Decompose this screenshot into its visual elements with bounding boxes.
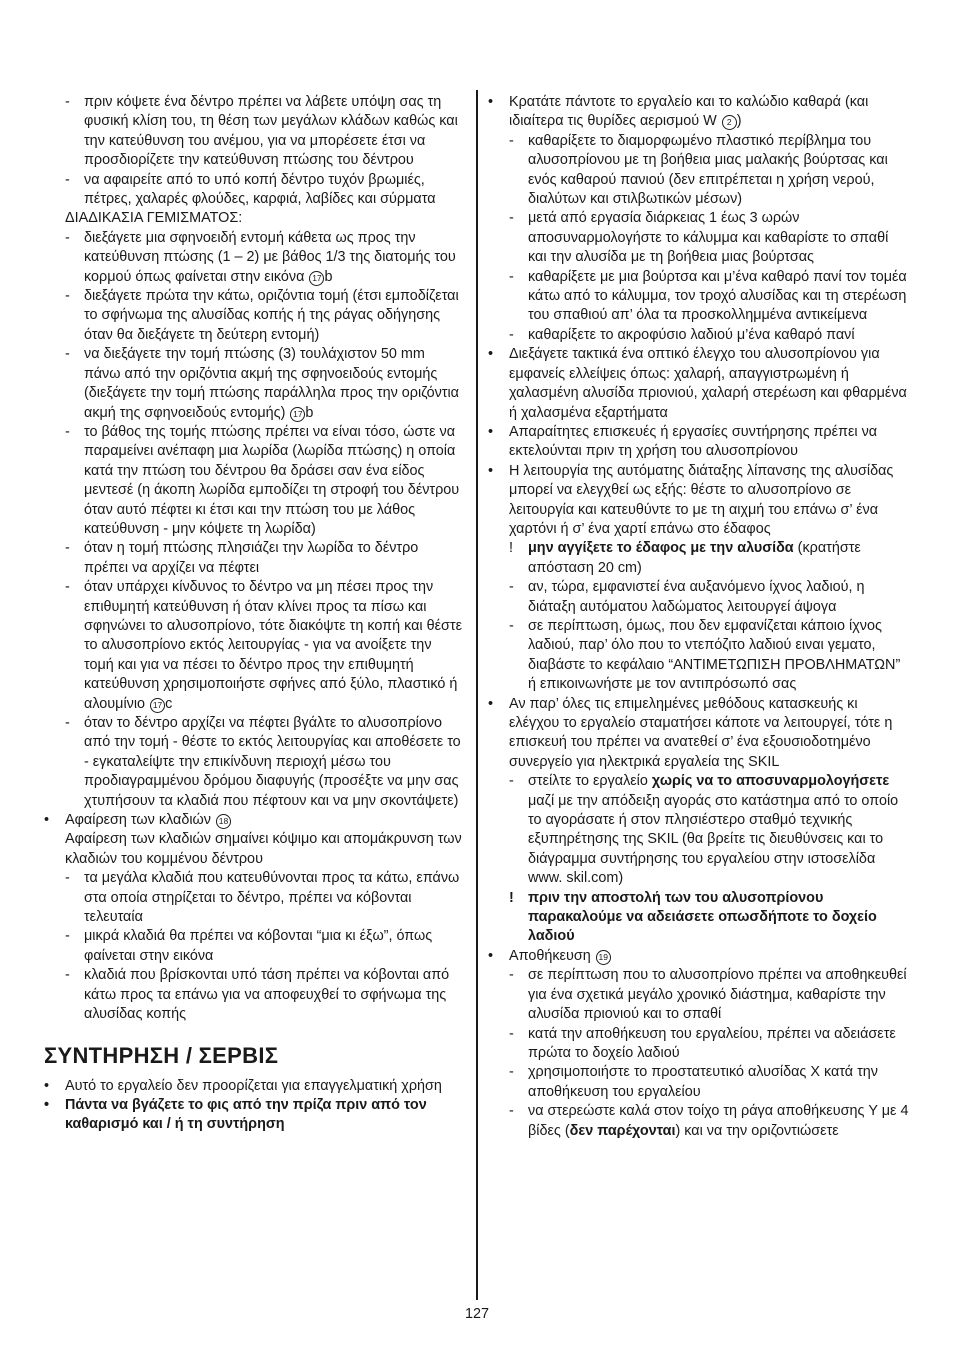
list-item-text: το βάθος της τομής πτώσης πρέπει να είναι τόσο, ώστε να παραμείνει ανέπαφη μια λωρίδα (λωρίδα πτώσης) η οποία κατά την πτώση του δέντρου θα δράσει σαν ένα είδος μεντεσέ (η άκοπη λωρίδα εμποδίζει τη στροφή του δέντρου όταν αυτό πέφτει κι έτσι και την πτώση του με λάθος κατεύθυνση - μην κόψετε τη λωρίδα) bbox=[84, 423, 460, 537]
bullet-text-bold: Πάντα να βγάζετε το φις από την πρίζα πριν από τον καθαρισμό και / ή τη συντήρηση bbox=[65, 1096, 427, 1133]
list-item-text: να διεξάγετε την τομή πτώσης (3) τουλάχιστον 50 mm πάνω από την οριζόντια ακμή της σφηνοειδούς εντομής (διεξάγετε την τομή πτώσης παράλληλα προς την οριζόντια ακμή της σφηνοειδούς εντομής) bbox=[84, 346, 459, 421]
list-item bbox=[44, 287, 464, 345]
list-item-text: μετά από εργασία διάρκειας 1 έως 3 ωρών αποσυναρμολογήστε το κάλυμμα και καθαρίστε το σπαθί και την αλυσίδα με τη βοήθεια μιας βούρτσας bbox=[528, 210, 889, 266]
dash-marker: - bbox=[65, 928, 70, 945]
dash-marker: - bbox=[509, 579, 514, 596]
figure-ref-badge: 2 bbox=[722, 115, 737, 130]
list-item bbox=[488, 326, 910, 345]
list-item bbox=[488, 132, 910, 210]
page-number: 127 bbox=[464, 1306, 489, 1322]
dash-marker: - bbox=[65, 967, 70, 984]
list-item bbox=[488, 268, 910, 326]
list-item-text: όταν το δέντρο αρχίζει να πέφτει βγάλτε το αλυσοπρίονο από την τομή - θέστε το εκτός λειτουργίας και αποθέσετε το - εγκαταλείψτε την επικίνδυνη περιοχή μέσω του προδιαγραμμένου δρόμου διαφυγής (προσέξτε να μην σας χτυπήσουν τα κλαδιά που πέφτουν και να μην σκοντάψετε) bbox=[84, 715, 461, 809]
warning-text-bold: μην αγγίξετε το έδαφος με την αλυσίδα bbox=[528, 540, 794, 557]
bullet-item-clean bbox=[488, 93, 910, 132]
figure-ref-badge: 17 bbox=[290, 407, 305, 422]
figure-ref-badge: 17 bbox=[150, 698, 165, 713]
dash-marker: - bbox=[509, 326, 514, 343]
list-item-text: να στερεώστε καλά στον τοίχο τη ράγα αποθήκευσης Y με 4 βίδες ( bbox=[528, 1103, 909, 1139]
bullet-title: Αφαίρεση των κλαδιών bbox=[65, 812, 211, 829]
dash-marker: - bbox=[65, 715, 70, 731]
procedure-title: ΔΙΑΔΙΚΑΣΙΑ ΓΕΜΙΣΜΑΤΟΣ: bbox=[65, 210, 243, 227]
figure-ref-suffix: b bbox=[324, 268, 333, 285]
bullet-marker: • bbox=[488, 346, 494, 363]
list-item bbox=[488, 1025, 910, 1064]
bullet-text: Απαραίτητες επισκευές ή εργασίες συντήρησης πρέπει να εκτελούνται πριν τη χρήση του αλυσοπρίονου bbox=[509, 423, 878, 460]
section-heading: ΣΥΝΤΗΡΗΣΗ / ΣΕΡΒΙΣ bbox=[44, 1042, 279, 1068]
list-item bbox=[44, 966, 464, 1024]
bullet-item-branches bbox=[44, 811, 464, 869]
list-item-text: σε περίπτωση που το αλυσοπρίονο πρέπει να αποθηκευθεί για ένα σχετικά μεγάλο χρονικό διάστημα, καθαρίστε την αλυσίδα πριονιού και το σπαθί bbox=[528, 967, 907, 1023]
bullet-text: Κρατάτε πάντοτε το εργαλείο και το καλώδιο καθαρά (και ιδιαίτερα τις θυρίδες αερισμού W bbox=[509, 94, 869, 130]
bullet-text: Αυτό το εργαλείο δεν προορίζεται για επαγγελματική χρήση bbox=[65, 1077, 442, 1094]
list-item-text: καθαρίξετε το ακροφύσιο λαδιού μ’ένα καθαρό πανί bbox=[528, 326, 855, 343]
list-item bbox=[44, 714, 464, 811]
bullet-marker: • bbox=[488, 423, 494, 440]
dash-marker: - bbox=[509, 773, 514, 790]
dash-marker: - bbox=[65, 288, 70, 305]
dash-marker: - bbox=[509, 617, 514, 634]
list-item bbox=[44, 927, 464, 966]
list-item-text: τα μεγάλα κλαδιά που κατευθύνονται προς τα κάτω, επάνω στα οποία στηρίζεται το δέντρο, πρέπει να κόβονται τελευταία bbox=[84, 870, 460, 926]
dash-marker: - bbox=[509, 268, 514, 285]
list-item bbox=[44, 93, 464, 171]
left-column bbox=[44, 93, 464, 1135]
dash-marker: - bbox=[509, 1064, 514, 1081]
list-item-text: όταν η τομή πτώσης πλησιάζει την λωρίδα το δέντρο πρέπει να αρχίζει να πέφτει bbox=[84, 540, 419, 576]
list-item-text: ) και να την οριζοντιώσετε bbox=[675, 1122, 839, 1139]
warning-text-bold: πριν την αποστολή των του αλυσοπρίονου παρακαλούμε να αδειάσετε οπωσδήποτε το δοχείο λαδιού bbox=[528, 889, 877, 945]
dash-marker: - bbox=[65, 171, 70, 188]
list-item bbox=[44, 345, 464, 423]
right-column bbox=[488, 93, 910, 1141]
figure-ref-suffix: b bbox=[305, 404, 314, 421]
list-item-text: μικρά κλαδιά θα πρέπει να κόβονται “μια κι έξω”, όπως φαίνεται στην εικόνα bbox=[84, 928, 433, 964]
bullet-item bbox=[44, 1077, 464, 1096]
dash-marker: - bbox=[65, 94, 70, 110]
dash-marker: - bbox=[65, 870, 70, 887]
dash-marker: - bbox=[65, 540, 70, 557]
list-item-text: χρησιμοποιήστε το προστατευτικό αλυσίδας X κατά την αποθήκευση του εργαλείου bbox=[528, 1064, 878, 1100]
list-item bbox=[488, 617, 910, 695]
list-item bbox=[44, 229, 464, 287]
bullet-text: Διεξάγετε τακτικά ένα οπτικό έλεγχο του αλυσοπρίονου για εμφανείς ελλείψεις όπως: χαλαρή, απαγγιστρωμένη ή χαλασμένη αλυσίδα πριονιού, χαλαρή στερέωση και φθαρμένα ή χαλασμένα εξαρτήματα bbox=[509, 346, 907, 421]
figure-ref-suffix: ) bbox=[736, 113, 742, 130]
bullet-item-service bbox=[488, 695, 910, 773]
column-divider bbox=[476, 90, 478, 1300]
list-item bbox=[44, 578, 464, 714]
figure-ref-suffix: c bbox=[165, 695, 173, 712]
list-item bbox=[488, 209, 910, 267]
list-item-text: σε περίπτωση, όμως, που δεν εμφανίζεται κάποιο ίχνος λαδιού, παρ’ όλο που το ντεπόζιτο λαδιού ειναι γεματο, διαβάστε το κεφάλαιο “ΑΝΤΙΜΕΤΩΠΙΣΗ ΠΡΟΒΛΗΜΑΤΩΝ” ή επικοινωνήστε με τον αντιπρόσωπό σας bbox=[528, 617, 901, 693]
warning-text: (κρατήστε απόσταση 20 cm) bbox=[528, 540, 861, 576]
list-item-text: διεξάγετε μια σφηνοειδή εντομή κάθετα ως προς την κατεύθυνση πτώσης (1 – 2) με βάθος 1/3 της διατομής του κορμού όπως φαίνεται στην εικόνα bbox=[84, 229, 456, 285]
figure-ref-badge: 18 bbox=[216, 814, 231, 829]
bullet-text: Αν παρ’ όλες τις επιμελημένες μεθόδους κατασκευής κι ελέγχου το εργαλείο σταματήσει κάποτε να λειτουργεί, τότε η επισκευή του πρέπει να ανατεθεί σ’ ένα εξουσιοδοτημένο συνεργείο για ηλεκτρικά εργαλεία της SKIL bbox=[509, 695, 893, 770]
figure-ref-badge: 19 bbox=[596, 950, 611, 965]
warning-item bbox=[488, 889, 910, 947]
warning-item bbox=[488, 539, 910, 578]
list-item bbox=[44, 539, 464, 578]
list-item-text: στείλτε το εργαλείο bbox=[528, 773, 648, 790]
list-item-text: όταν υπάρχει κίνδυνος το δέντρο να μη πέσει προς την επιθυμητή κατεύθυνση ή όταν κλίνει προς τα πίσω και σφηνώνει το αλυσοπρίονο, τότε διακόψτε τη κοπή και θέστε το αλυσοπρίονο εκτός λειτουργίας - για να ανοίξετε την τομή και για να πέσει το δέντρο προς την επιθυμητή κατεύθυνση χρησιμοποιήστε σφήνες από ξύλο, πλαστικό ή αλουμίνιο bbox=[84, 579, 463, 712]
list-item-text: μαζί με την απόδειξη αγοράς στο κατάστημα από το οποίο το αγοράσατε ή στον πλησιέστερο σταθμό τεχνικής εξυπηρέτησης της SKIL (θα βρείτε τις διευθύνσεις και το διάγραμμα συντήρησης του εργαλείου στην ιστοσελίδα www. skil.com) bbox=[528, 792, 899, 887]
figure-ref-badge: 17 bbox=[309, 271, 324, 286]
dash-marker: - bbox=[509, 1103, 514, 1120]
bullet-item-oil bbox=[488, 462, 910, 540]
list-item-text: διεξάγετε πρώτα την κάτω, οριζόντια τομή (έτσι εμποδίζεται το σφήνωμα της αλυσίδας κοπής ή της ράγας οδήγησης όταν θα διεξάγετε τη δεύτερη εντομή) bbox=[84, 288, 459, 343]
dash-marker: - bbox=[65, 229, 70, 246]
list-item bbox=[488, 578, 910, 617]
list-item-text: καθαρίξετε το διαμορφωμένο πλαστικό περίβλημα του αλυσοπρίονου με τη βοήθεια μιας μαλακής βούρτσας και ενός καθαρού πανιού (δεν επιτρέπεται η χρήση νερού, διαλύτων και στιλβωτικών μέσων) bbox=[528, 132, 888, 208]
bullet-marker: • bbox=[488, 695, 494, 712]
dash-marker: - bbox=[509, 1025, 514, 1042]
list-item-text: να αφαιρείτε από το υπό κοπή δέντρο τυχόν βρωμιές, πέτρες, χαλαρές φλούδες, καρφιά, λαβίδες και σύρματα bbox=[84, 171, 436, 208]
dash-marker: - bbox=[509, 132, 514, 149]
list-item-text: καθαρίξετε με μια βούρτσα και μ’ένα καθαρό πανί τον τομέα κάτω από το κάλυμμα, τον τροχό αλυσίδας και τη στερέωση του σπαθιού απ’ όλα τα προσκολλημμένα αντικείμενα bbox=[528, 268, 907, 324]
list-item bbox=[488, 966, 910, 1024]
bullet-marker: • bbox=[44, 1077, 50, 1094]
list-item-text: πριν κόψετε ένα δέντρο πρέπει να λάβετε υπόψη σας τη φυσική κλίση του, τη θέση των μεγάλων κλάδων καθώς και την κατεύθυνση του ανέμου, για να μπορέσετε έτσι να προσδιορίζετε την κατεύθυνση πτώσης του δέντρου bbox=[84, 94, 458, 169]
list-item-text: κλαδιά που βρίσκονται υπό τάση πρέπει να κόβονται από κάτω προς τα επάνω για να αποφευχθεί το σφήνωμα της αλυσίδας κοπής bbox=[84, 967, 450, 1023]
list-item-text-bold: δεν παρέχονται bbox=[569, 1122, 676, 1139]
bullet-marker: • bbox=[44, 812, 50, 829]
list-item bbox=[488, 1102, 910, 1141]
dash-marker: - bbox=[65, 579, 70, 596]
bullet-item bbox=[488, 345, 910, 423]
bullet-marker: • bbox=[488, 462, 494, 479]
list-item-text: αν, τώρα, εμφανιστεί ένα αυξανόμενο ίχνος λαδιού, η διάταξη αυτόματου λαδώματος λειτουργεί άψογα bbox=[528, 579, 865, 615]
warning-icon: ! bbox=[509, 889, 514, 906]
bullet-marker: • bbox=[488, 94, 494, 110]
dash-marker: - bbox=[65, 346, 70, 363]
dash-marker: - bbox=[65, 423, 70, 440]
list-item bbox=[488, 772, 910, 888]
list-item bbox=[488, 1063, 910, 1102]
bullet-item-storage bbox=[488, 947, 910, 966]
bullet-item bbox=[488, 423, 910, 462]
bullet-item bbox=[44, 1096, 464, 1135]
bullet-description: Αφαίρεση των κλαδιών σημαίνει κόψιμο και απομάκρυνση των κλαδιών του κομμένου δέντρου bbox=[65, 831, 462, 867]
list-item bbox=[44, 869, 464, 927]
list-item bbox=[44, 423, 464, 539]
dash-marker: - bbox=[509, 967, 514, 984]
bullet-title: Αποθήκευση bbox=[509, 947, 591, 964]
list-item bbox=[44, 171, 464, 210]
dash-marker: - bbox=[509, 210, 514, 227]
list-item-text-bold: χωρίς να το αποσυναρμολογήσετε bbox=[651, 773, 890, 790]
bullet-marker: • bbox=[44, 1096, 50, 1113]
list-item-text: κατά την αποθήκευση του εργαλείου, πρέπει να αδειάσετε πρώτα το δοχείο λαδιού bbox=[528, 1025, 896, 1061]
bullet-text: Η λειτουργία της αυτόματης διάταξης λίπανσης της αλυσίδας μπορεί να ελεγχθεί ως εξής: θέστε το αλυσοπρίονο σε λειτουργία και κατευθύντε το με τη αιχμή του επάνω σ’ ένα χαρτόνι ή σ’ ένα χαρτί επάνω στο έδαφος bbox=[509, 462, 894, 537]
bullet-marker: • bbox=[488, 947, 494, 964]
warning-icon: ! bbox=[509, 540, 513, 557]
